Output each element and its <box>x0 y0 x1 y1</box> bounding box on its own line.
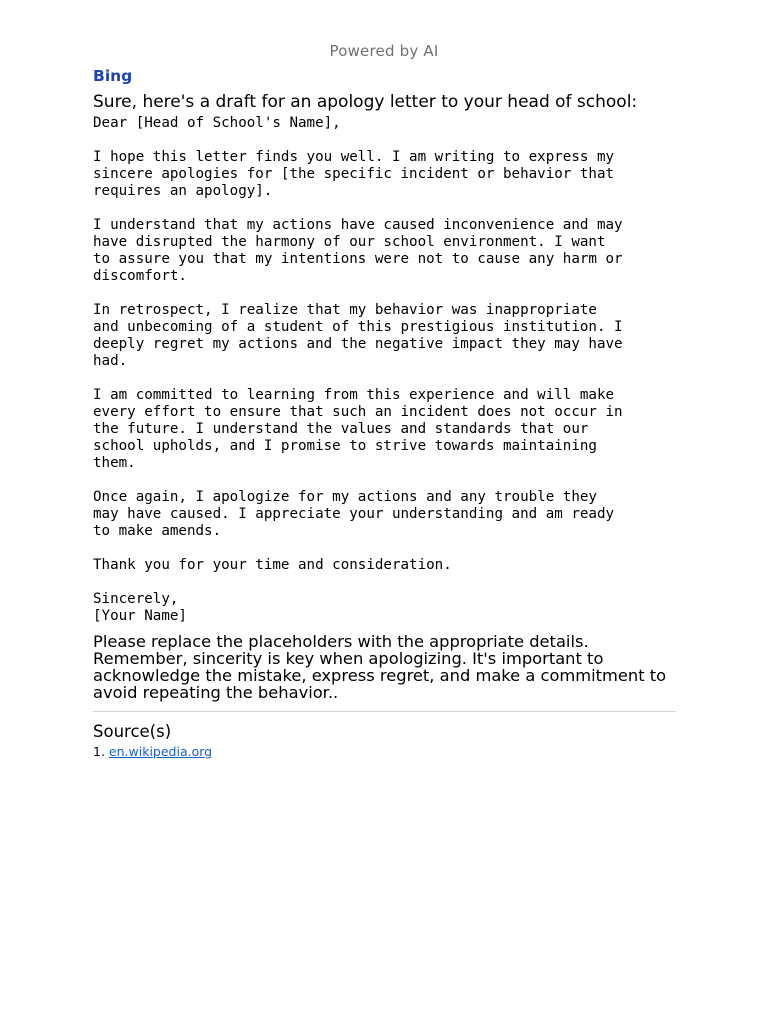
letter-salutation: Dear [Head of School's Name], <box>93 115 341 131</box>
source-number: 1. <box>93 744 105 759</box>
letter-paragraph: I am committed to learning from this experience and will make every effort to ensure that such an incident does not occur in the future. I understand the values and standards that our school upholds, and I promise to strive towards maintaining them. <box>93 387 623 471</box>
sources-title: Source(s) <box>93 722 172 741</box>
letter-draft <box>93 115 676 625</box>
response-intro: Sure, here's a draft for an apology letter to your head of school: <box>93 92 638 112</box>
letter-paragraph: Thank you for your time and consideration. <box>93 557 452 573</box>
source-link[interactable]: en.wikipedia.org <box>108 744 213 759</box>
response-closing: Please replace the placeholders with the appropriate details. Remember, sincerity is key when apologizing. It's important to acknowledge the mistake, express regret, and make a commitment to avoid repeating the behavior.. <box>93 632 667 702</box>
powered-by-label: Powered by AI <box>329 42 439 60</box>
letter-paragraph: I understand that my actions have caused inconvenience and may have disrupted the harmony of our school environment. I want to assure you that my intentions were not to cause any harm or discomfort. <box>93 217 623 284</box>
letter-paragraph: In retrospect, I realize that my behavior was inappropriate and unbecoming of a student of this prestigious institution. I deeply regret my actions and the negative impact they may have had. <box>93 302 623 369</box>
source-item <box>93 744 212 759</box>
letter-signoff: Sincerely, [Your Name] <box>93 591 187 624</box>
letter-paragraph: I hope this letter finds you well. I am writing to express my sincere apologies for [the specific incident or behavior that requires an apology]. <box>93 149 615 199</box>
divider <box>93 711 676 712</box>
sources-list <box>93 744 212 759</box>
sender-name: Bing <box>93 67 133 85</box>
letter-paragraph: Once again, I apologize for my actions and any trouble they may have caused. I appreciate your understanding and am ready to make amends. <box>93 489 615 539</box>
